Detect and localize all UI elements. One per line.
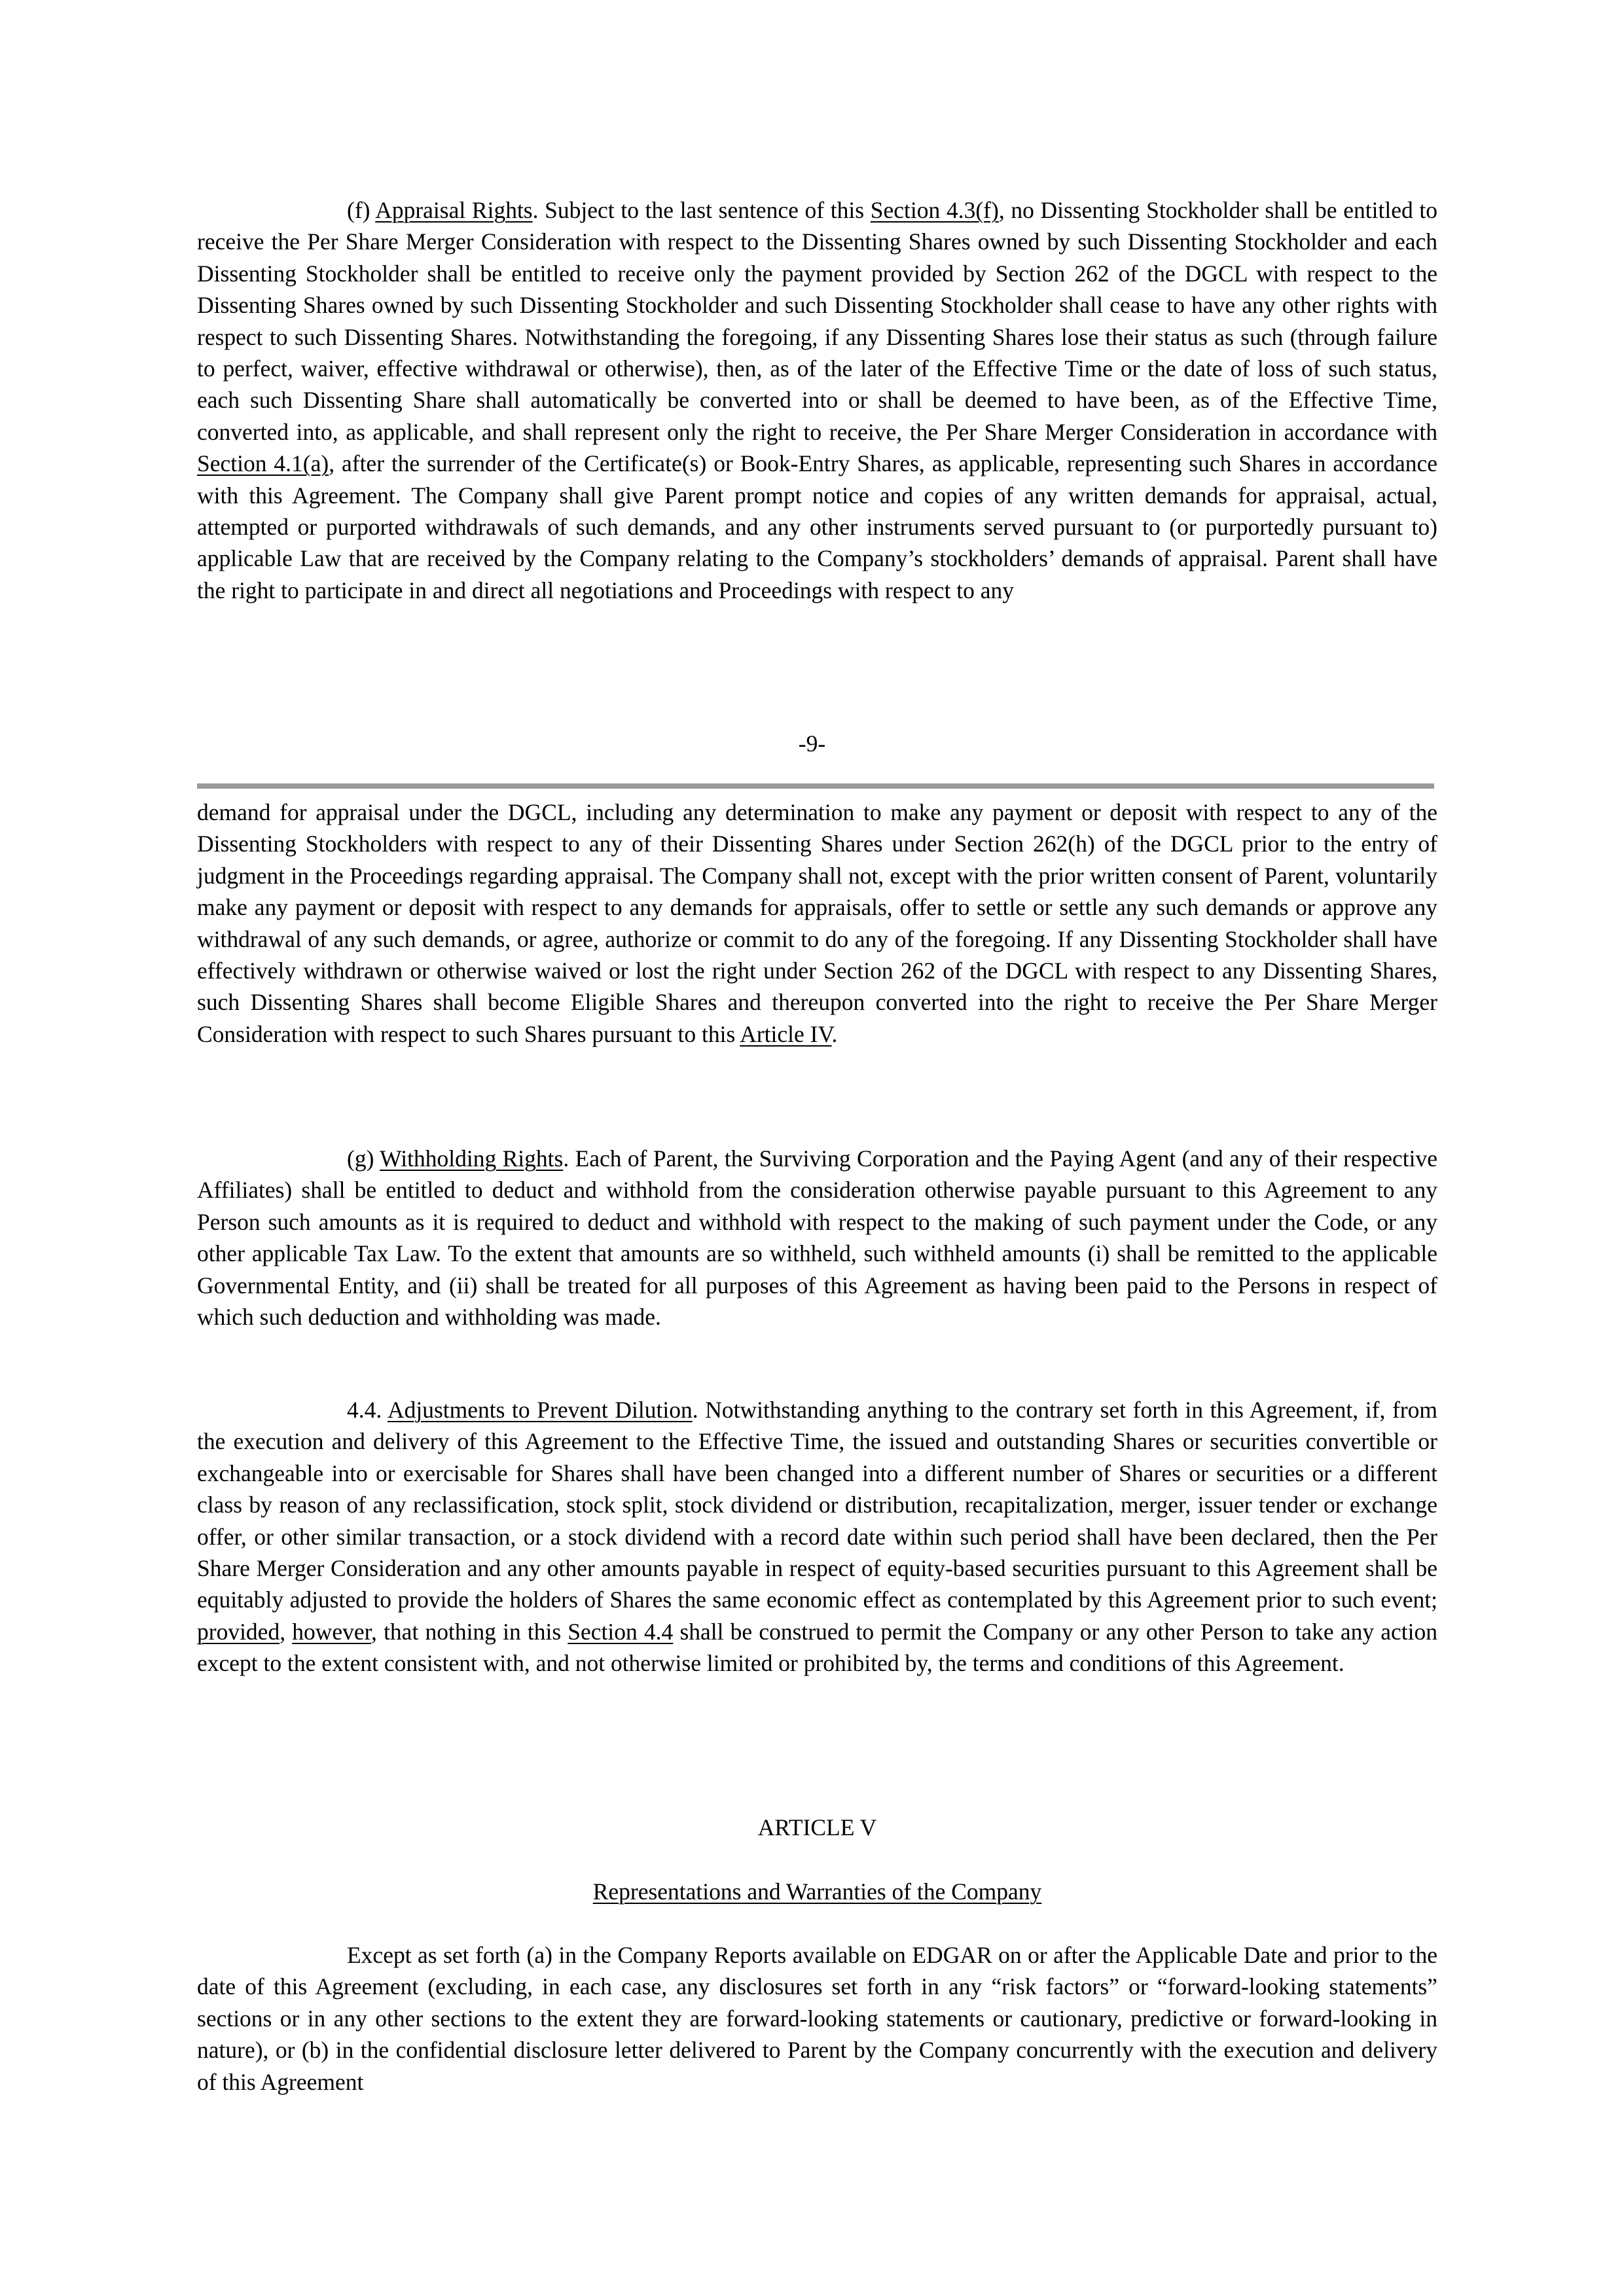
term-provided: provided: [197, 1618, 280, 1645]
article-heading-block: [197, 1812, 1437, 1843]
term-however: however: [292, 1618, 372, 1645]
paragraph-withholding-rights: [197, 1143, 1437, 1333]
section-heading-appraisal-rights: Appraisal Rights: [375, 197, 533, 223]
paragraph-text: [197, 797, 1437, 1050]
paragraph-text-run: , that nothing in this: [371, 1618, 568, 1645]
paragraph-text: [197, 1143, 1437, 1333]
paragraph-text-run: shall be construed to permit the Company or any other Person to take any action except to the extent consistent with, and not otherwise limited or prohibited by, the terms and conditions of this Agreement.: [197, 1618, 1437, 1677]
paragraph-text-run: demand for appraisal under the DGCL, including any determination to make any payment or deposit with respect to any of the Dissenting Stockholders with respect to any of their Dissenting Shares under Section 262(h) of the DGCL prior to the entry of judgment in the Proceedings regarding appraisal. The Company shall not, except with the prior written consent of Parent, voluntarily make any payment or deposit with respect to any demands for appraisals, offer to settle or settle any such demands or approve any withdrawal of any such demands, or agree, authorize or commit to do any of the foregoing. If any Dissenting Stockholder shall have effectively withdrawn or otherwise waived or lost the right under Section 262 of the DGCL with respect to any Dissenting Shares, such Dissenting Shares shall become Eligible Shares and thereupon converted into the right to receive the Per Share Merger Consideration with respect to such Shares pursuant to this: [197, 799, 1437, 1047]
article-title: Representations and Warranties of the Company: [592, 1878, 1042, 1905]
paragraph-adjustments: [197, 1394, 1437, 1679]
paragraph-text: Except as set forth (a) in the Company Reports available on EDGAR on or after the Applicable Date and prior to the date of this Agreement (excluding, in each case, any disclosures set forth in any “risk factors” or “forward-looking statements” sections or in any other sections to the extent they are forward-looking statements or cautionary, predictive or forward-looking in nature), or (b) in the confidential disclosure letter delivered to Parent by the Company concurrently with the execution and delivery of this Agreement: [197, 1942, 1437, 2095]
paragraph-text-run: .: [831, 1020, 838, 1047]
paragraph-text-run: . Notwithstanding anything to the contrary set forth in this Agreement, if, from the execution and delivery of this Agreement to the Effective Time, the issued and outstanding Shares or securities convertible or exchangeable into or exercisable for Shares shall have been changed into a different number of Shares or securities or a different class by reason of any reclassification, stock split, stock dividend or distribution, recapitalization, merger, issuer tender or exchange offer, or other similar transaction, or a stock dividend with a record date within such period shall have been declared, then the Per Share Merger Consideration and any other amounts payable in respect of equity-based securities pursuant to this Agreement shall be equitably adjusted to provide the holders of Shares the same economic effect as contemplated by this Agreement prior to such event;: [197, 1397, 1437, 1613]
paragraph-appraisal-rights: [197, 194, 1437, 606]
section-heading-withholding-rights: Withholding Rights: [380, 1145, 564, 1172]
paragraph-text: [197, 1394, 1437, 1679]
article-title-block: [197, 1876, 1437, 1907]
paragraph-text-run: . Subject to the last sentence of this: [532, 197, 871, 223]
paragraph-continuation: [197, 797, 1437, 1050]
cross-reference-section-4-1-a: Section 4.1(a): [197, 450, 329, 477]
paragraph-text-run: , after the surrender of the Certificate(s) or Book-Entry Shares, as applicable, representing such Shares in accordance with this Agreement. The Company shall give Parent prompt notice and copies of any written demands for appraisal, actual, attempted or purported withdrawals of such demands, and any other instruments served pursuant to (or purportedly pursuant to) applicable Law that are received by the Company relating to the Company’s stockholders’ demands of appraisal. Parent shall have the right to participate in and direct all negotiations and Proceedings with respect to any: [197, 450, 1437, 603]
section-heading-adjustments: Adjustments to Prevent Dilution: [387, 1397, 693, 1423]
cross-reference-section-4-3-f: Section 4.3(f): [870, 197, 999, 223]
paragraph-text-run: ,: [280, 1618, 293, 1645]
paragraph-lead: 4.4.: [347, 1397, 388, 1423]
cross-reference-article-iv: Article IV: [740, 1020, 832, 1047]
paragraph-lead: (f): [347, 197, 376, 223]
article-heading: ARTICLE V: [757, 1814, 877, 1840]
paragraph-text-run: . Each of Parent, the Surviving Corporation and the Paying Agent (and any of their respective Affiliates) shall be entitled to deduct and withhold from the consideration otherwise payable pursuant to this Agreement to any Person such amounts as it is required to deduct and withhold with respect to the making of such payment under the Code, or any other applicable Tax Law. To the extent that amounts are so withheld, such withheld amounts (i) shall be remitted to the applicable Governmental Entity, and (ii) shall be treated for all purposes of this Agreement as having been paid to the Persons in respect of which such deduction and withholding was made.: [197, 1145, 1437, 1331]
paragraph-lead: (g): [347, 1145, 380, 1172]
paragraph-text-run: , no Dissenting Stockholder shall be entitled to receive the Per Share Merger Consideration with respect to the Dissenting Shares owned by such Dissenting Stockholder and each Dissenting Stockholder shall be entitled to receive only the payment provided by Section 262 of the DGCL with respect to the Dissenting Shares owned by such Dissenting Stockholder and such Dissenting Stockholder shall cease to have any other rights with respect to such Dissenting Shares. Notwithstanding the foregoing, if any Dissenting Shares lose their status as such (through failure to perfect, waiver, effective withdrawal or otherwise), then, as of the later of the Effective Time or the date of loss of such status, each such Dissenting Share shall automatically be converted into or shall be deemed to have been, as of the Effective Time, converted into, as applicable, and shall represent only the right to receive, the Per Share Merger Consideration in accordance with: [197, 197, 1438, 445]
cross-reference-section-4-4: Section 4.4: [568, 1618, 674, 1645]
paragraph-intro: [197, 1939, 1437, 2098]
page-break-divider: [197, 783, 1434, 789]
page-number: -9-: [798, 730, 826, 757]
paragraph-text: [197, 194, 1437, 606]
